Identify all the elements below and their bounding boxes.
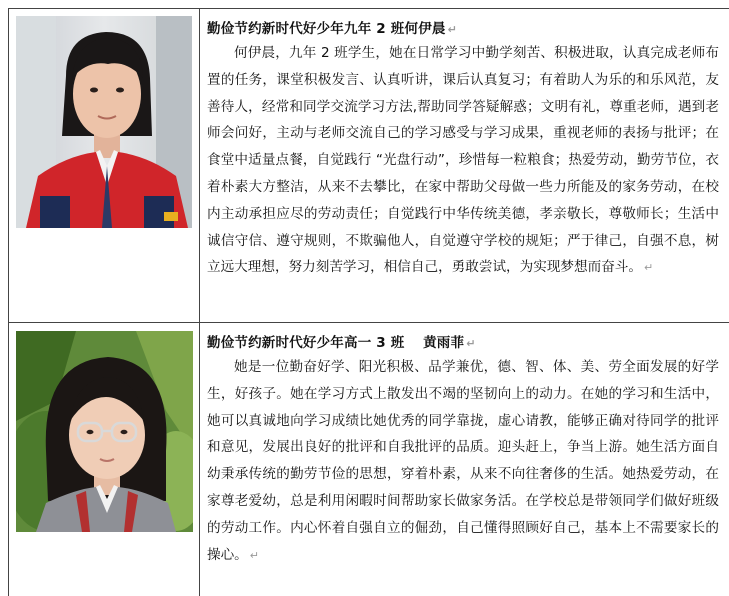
paragraph-mark: ↵: [447, 23, 458, 36]
student-photo: [16, 16, 192, 228]
text-cell: [200, 323, 729, 596]
paragraph-mark: ↵: [249, 548, 259, 562]
entry-title-text: 勤俭节约新时代好少年九年 2 班何伊晨: [207, 21, 446, 37]
paragraph-mark: ↵: [644, 261, 654, 275]
student-profile-table: [8, 8, 729, 596]
entry-body: [207, 354, 719, 569]
photo-cell: [9, 9, 200, 322]
entry-body-text: 何伊晨，九年 2 班学生，她在日常学习中勤学刻苦、积极进取，认真完成老师布置的任务，课堂积极发言、认真听讲，课后认真复习；有着助人为乐的和乐风范，友善待人，经常和同学交流学习方法,帮助同学答疑解惑；文明有礼，尊重老师，遇到老师会问好，主动与老师交流自己的学习感受与学习成果，重视老师的表扬与批评；在食堂中适量点餐，自觉践行 “光盘行动”，珍惜每一粒粮食；热爱劳动，勤劳节位，衣着朴素大方整洁，从来不去攀比，在家中帮助父母做一些力所能及的家务劳动，在校内主动承担应尽的劳动责任；自觉践行中华传统美德，孝亲敬长，尊敬师长；生活中诚信守信、遵守规则，不欺骗他人，自觉遵守学校的规矩；严于律己，自强不息，树立远大理想，努力刻苦学习，相信自己，勇敢尝试，为实现梦想而奋斗。: [207, 45, 719, 276]
entry-title: [207, 331, 476, 351]
text-cell: [200, 9, 729, 322]
entry-body: [207, 40, 719, 282]
entry-title: [207, 17, 457, 37]
entry-body-text: 她是一位勤奋好学、阳光积极、品学兼优，德、智、体、美、劳全面发展的好学生，好孩子。她在学习方式上散发出不竭的坚韧向上的动力。在她的学习和生活中，她可以真诚地向学习成绩比她优秀的同学靠拢，虚心请教，能够正确对待同学的批评和意见，发展出良好的批评和自我批评的品质。迎头赶上，争当上游。她生活方面自幼秉承传统的勤劳节俭的思想，穿着朴素，从来不向往奢侈的生活。她热爱劳动，在家尊老爱幼，总是利用闲暇时间帮助家长做家务活。在学校总是带领同学们做好班级的劳动工作。内心怀着自强自立的倔劲，自己懂得照顾好自己，基本上不需要家长的操心。: [207, 359, 719, 563]
paragraph-mark: ↵: [466, 337, 476, 350]
student-photo: [16, 331, 193, 532]
profile-row: [9, 323, 729, 596]
profile-row: [9, 9, 729, 323]
entry-title-text: 勤俭节约新时代好少年高一 3 班 黄雨菲: [207, 335, 465, 351]
photo-cell: [9, 323, 200, 596]
